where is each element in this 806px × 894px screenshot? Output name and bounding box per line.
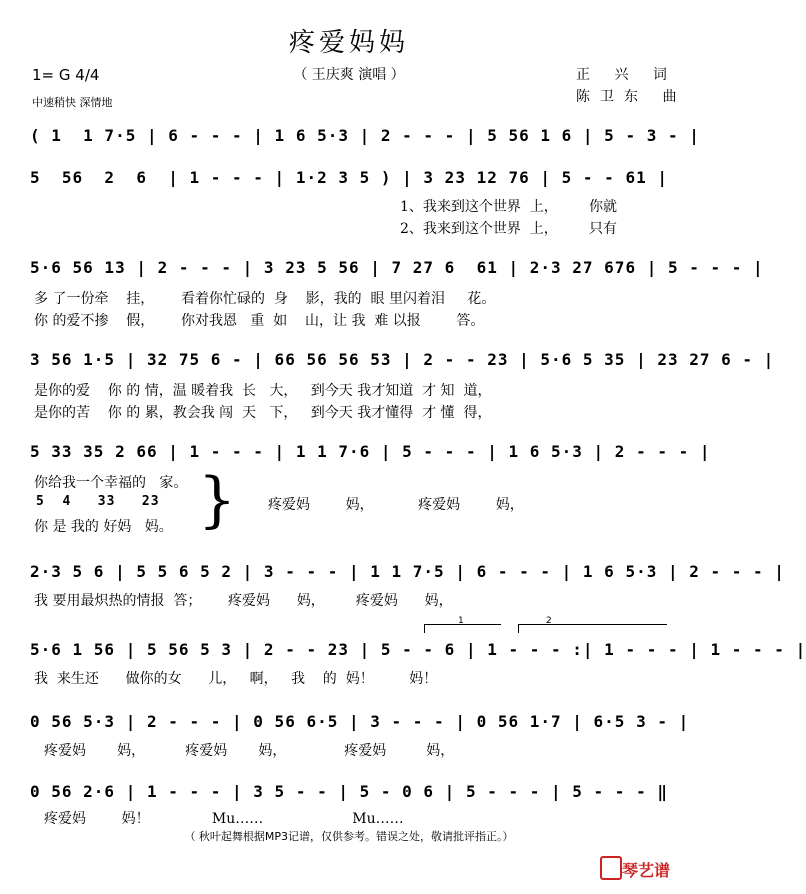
song-title: 疼爱妈妈 (288, 28, 409, 58)
alt-notes: 5 4 33 23 (36, 494, 160, 509)
key-signature: 1= G 4/4 (32, 66, 100, 84)
lyric-line: 我 来生还 做你的女 儿， 啊， 我 的 妈！ 妈！ (34, 671, 438, 687)
second-ending-bracket (518, 624, 667, 633)
second-ending-number: 2 (546, 616, 552, 626)
lyricist-credit: 正 兴 词 (576, 67, 677, 83)
performer-subtitle: （ 王庆爽 演唱 ） (293, 67, 405, 83)
lyric-line: 是你的苦 你 的 累，教会我 闯 天 下， 到今天 我才懂得 才 懂 得， (34, 405, 492, 421)
lyric-line: 你 是 我的 好妈 妈。 (34, 519, 173, 535)
lyric-line: 1、我来到这个世界 上， 你就 (400, 199, 617, 215)
score-system-6: 2·3 5 6 | 5 5 6 5 2 | 3 - - - | 1 1 7·5 | 6 - - - | 1 6 5·3 | 2 - - - | (30, 562, 785, 581)
score-system-2: 5 56 2 6 | 1 - - - | 1·2 3 5 ) | 3 23 12 76 | 5 - - 61 | (30, 168, 668, 187)
lyric-line: 是你的爱 你 的 情，温 暖着我 长 大， 到今天 我才知道 才 知 道， (34, 383, 492, 399)
lyric-line: 多 了一份牵 挂， 看着你忙碌的 身 影，我的 眼 里闪着泪 花。 (34, 291, 496, 307)
score-system-9: 0 56 2·6 | 1 - - - | 3 5 - - | 5 - 0 6 | 5 - - - | 5 - - - ‖ (30, 782, 668, 801)
tempo-marking: 中速稍快 深情地 (32, 96, 113, 109)
lyric-line: 我 要用最炽热的情报 答； 疼爱妈 妈， 疼爱妈 妈， (34, 593, 453, 609)
score-system-7: 5·6 1 56 | 5 56 5 3 | 2 - - 23 | 5 - - 6 | 1 - - - :| 1 - - - | 1 - - - | (30, 640, 806, 659)
brace-symbol: } (198, 465, 237, 535)
score-system-5: 5 33 35 2 66 | 1 - - - | 1 1 7·6 | 5 - - - | 1 6 5·3 | 2 - - - | (30, 442, 711, 461)
refrain-lyric: 疼爱妈 妈， 疼爱妈 妈， (268, 497, 524, 513)
lyric-line: 2、我来到这个世界 上， 只有 (400, 221, 617, 237)
score-system-8: 0 56 5·3 | 2 - - - | 0 56 6·5 | 3 - - - | 0 56 1·7 | 6·5 3 - | (30, 712, 690, 731)
composer-credit: 陈卫东 曲 (576, 89, 687, 105)
lyric-line: 你 的爱不掺 假， 你对我恩 重 如 山，让 我 难 以报 答。 (34, 313, 485, 329)
first-ending-number: 1 (458, 616, 464, 626)
score-system-1: ( 1 1 7·5 | 6 - - - | 1 6 5·3 | 2 - - - | 5 56 1 6 | 5 - 3 - | (30, 126, 700, 145)
lyric-line: 你给我一个幸福的 家。 (34, 475, 188, 491)
lyric-line: 疼爱妈 妈， 疼爱妈 妈， 疼爱妈 妈， (44, 743, 455, 759)
site-logo: 琴艺谱 (622, 861, 671, 880)
score-system-4: 3 56 1·5 | 32 75 6 - | 66 56 56 53 | 2 - - 23 | 5·6 5 35 | 23 27 6 - | (30, 350, 775, 369)
score-system-3: 5·6 56 13 | 2 - - - | 3 23 5 56 | 7 27 6 61 | 2·3 27 676 | 5 - - - | (30, 258, 764, 277)
logo-icon (600, 856, 622, 880)
transcription-note: （ 秋叶起舞根据MP3记谱，仅供参考。错误之处，敬请批评指正。） (184, 830, 514, 843)
lyric-line: 疼爱妈 妈！ Mu…… Mu…… (44, 811, 404, 827)
